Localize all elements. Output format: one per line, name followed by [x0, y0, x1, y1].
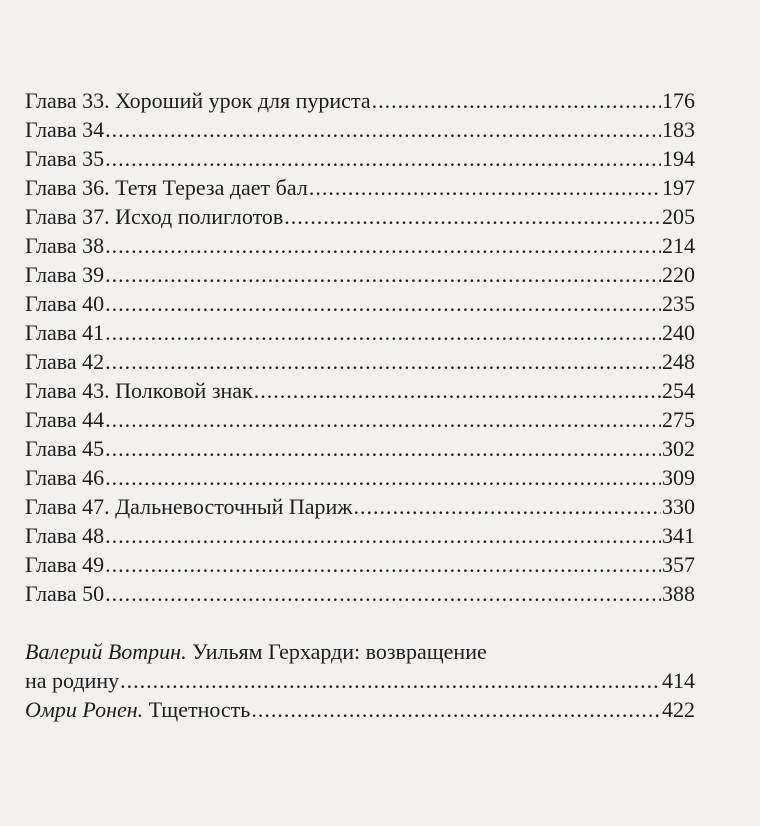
page-number: 302 — [662, 436, 695, 461]
entry-title: Глава 36. Тетя Тереза дает бал — [25, 175, 308, 200]
entry-title: Глава 45 — [25, 436, 105, 461]
essay-title: Уильям Герхарди: возвращение — [186, 639, 487, 664]
entry-title: Глава 50 — [25, 581, 105, 606]
entry-title: Глава 34 — [25, 117, 105, 142]
essay-author: Валерий Вотрин. — [25, 639, 187, 664]
entry-title: Глава 42 — [25, 349, 105, 374]
entry-title: Глава 37. Исход полиглотов — [25, 204, 284, 229]
page-number: 194 — [662, 146, 695, 171]
toc-entry — [25, 115, 695, 144]
toc-entry — [25, 202, 695, 231]
toc-entry — [25, 492, 695, 521]
entry-title: Глава 48 — [25, 523, 105, 548]
toc-entry — [25, 463, 695, 492]
page-number: 414 — [662, 668, 695, 693]
dot-leader — [105, 144, 661, 173]
entry-title: Глава 49 — [25, 552, 105, 577]
dot-leader — [309, 173, 661, 202]
dot-leader — [372, 86, 661, 115]
page-number: 220 — [662, 262, 695, 287]
entry-title: Глава 39 — [25, 262, 105, 287]
page-number: 422 — [662, 697, 695, 722]
toc-entry — [25, 521, 695, 550]
entry-title: Глава 46 — [25, 465, 105, 490]
dot-leader — [251, 695, 661, 724]
dot-leader — [120, 666, 661, 695]
page-number: 388 — [662, 581, 695, 606]
toc-entry — [25, 173, 695, 202]
table-of-contents — [25, 86, 695, 724]
essay-author: Омри Ронен. — [25, 697, 144, 722]
dot-leader — [105, 521, 661, 550]
dot-leader — [105, 115, 661, 144]
dot-leader — [105, 405, 661, 434]
page-number: 254 — [662, 378, 695, 403]
entry-title: Глава 41 — [25, 320, 105, 345]
essay-entry — [25, 695, 695, 724]
page-number: 205 — [662, 204, 695, 229]
essay-title-continued: на родину — [25, 668, 120, 693]
essay-entry-line1 — [25, 637, 695, 666]
dot-leader — [105, 434, 661, 463]
dot-leader — [105, 318, 661, 347]
toc-entry — [25, 260, 695, 289]
toc-entry — [25, 376, 695, 405]
entry-title: Глава 44 — [25, 407, 105, 432]
dot-leader — [354, 492, 661, 521]
entry-title: Глава 40 — [25, 291, 105, 316]
dot-leader — [105, 289, 661, 318]
page-number: 197 — [662, 175, 695, 200]
page-number: 357 — [662, 552, 695, 577]
entry-title: Глава 43. Полковой знак — [25, 378, 253, 403]
page-number: 235 — [662, 291, 695, 316]
entry-title — [25, 695, 250, 724]
entry-title: Глава 38 — [25, 233, 105, 258]
toc-entry — [25, 434, 695, 463]
page-number: 248 — [662, 349, 695, 374]
toc-entry — [25, 347, 695, 376]
page-number: 176 — [662, 88, 695, 113]
essay-entry — [25, 666, 695, 695]
entry-title: Глава 33. Хороший урок для пуриста — [25, 88, 371, 113]
dot-leader — [254, 376, 661, 405]
dot-leader — [284, 202, 661, 231]
page-number: 183 — [662, 117, 695, 142]
toc-entry — [25, 579, 695, 608]
entry-title: Глава 35 — [25, 146, 105, 171]
dot-leader — [105, 231, 661, 260]
dot-leader — [105, 260, 661, 289]
dot-leader — [105, 463, 661, 492]
toc-entry — [25, 318, 695, 347]
page-number: 341 — [662, 523, 695, 548]
toc-entry — [25, 550, 695, 579]
page-number: 240 — [662, 320, 695, 345]
essay-title: Тщетность — [143, 697, 251, 722]
page-number: 330 — [662, 494, 695, 519]
toc-entry — [25, 289, 695, 318]
dot-leader — [105, 347, 661, 376]
entry-title: Глава 47. Дальневосточный Париж — [25, 494, 353, 519]
toc-entry — [25, 86, 695, 115]
toc-entry — [25, 405, 695, 434]
dot-leader — [105, 579, 661, 608]
section-gap — [25, 608, 695, 637]
dot-leader — [105, 550, 661, 579]
page-number: 309 — [662, 465, 695, 490]
toc-entry — [25, 144, 695, 173]
toc-entry — [25, 231, 695, 260]
page-number: 214 — [662, 233, 695, 258]
page-number: 275 — [662, 407, 695, 432]
